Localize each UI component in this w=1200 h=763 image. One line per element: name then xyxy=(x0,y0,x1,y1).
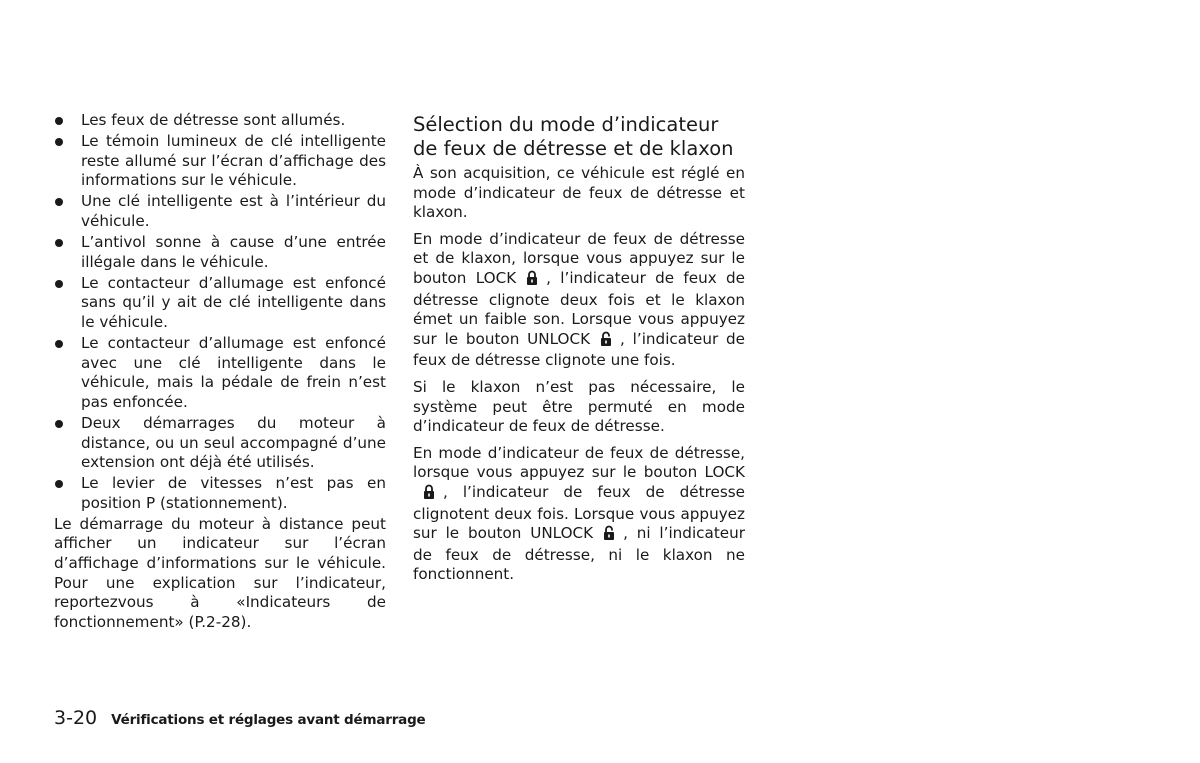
page-footer xyxy=(54,707,426,729)
paragraph-hazard-only-mode xyxy=(413,444,745,585)
list-item: Le témoin lumineux de clé intelligente reste allumé sur l’écran d’affichage des informations sur le véhicule. xyxy=(54,132,386,191)
section-heading: Sélection du mode d’indicateur de feux de détresse et de klaxon xyxy=(413,113,734,160)
text-run: , ni l’indicateur de feux de détresse, ni le klaxon ne fonctionnent. xyxy=(413,524,745,584)
list-item: Les feux de détresse sont allumés. xyxy=(54,111,386,131)
conditions-list xyxy=(54,111,386,513)
lock-open-icon xyxy=(600,331,612,352)
list-item: Une clé intelligente est à l’intérieur du véhicule. xyxy=(54,192,386,231)
right-column xyxy=(413,113,745,592)
paragraph-system-switch: Si le klaxon n’est pas nécessaire, le système peut être permuté en mode d’indicateur de feux de détresse. xyxy=(413,377,745,436)
list-item: Deux démarrages du moteur à distance, ou un seul accompagné d’une extension ont déjà été utilisés. xyxy=(54,414,386,473)
list-item: Le contacteur d’allumage est enfoncé sans qu’il y ait de clé intelligente dans le véhicule. xyxy=(54,274,386,333)
text-run: , l’indicateur de feux de détresse clignotent deux fois. Lorsque vous appuyez sur le bouton UNLOCK xyxy=(413,482,745,543)
list-item: Le contacteur d’allumage est enfoncé avec une clé intelligente dans le véhicule, mais la pédale de frein n’est pas enfoncée. xyxy=(54,334,386,412)
section-title: Vérifications et réglages avant démarrage xyxy=(111,712,426,728)
text-run: , l’indicateur de feux de détresse clignote une fois. xyxy=(413,329,745,370)
text-run: , l’indicateur de feux de détresse clignote deux fois et le klaxon émet un faible son. Lorsque vous appuyez sur le bouton UNLOCK xyxy=(413,268,745,348)
text-run: En mode d’indicateur de feux de détresse, lorsque vous appuyez sur le bouton LOCK xyxy=(413,443,745,482)
paragraph-hazard-horn-mode xyxy=(413,230,745,371)
page-number: 3-20 xyxy=(54,707,98,729)
lock-closed-icon xyxy=(423,484,435,505)
remote-start-paragraph: Le démarrage du moteur à distance peut afficher un indicateur sur l’écran d’affichage d’informations sur le véhicule. Pour une explication sur l’indicateur, reportezvous à «Indicateurs de fonctionnement» (P.2-28). xyxy=(54,514,386,631)
text-run: En mode d’indicateur de feux de détresse et de klaxon, lorsque vous appuyez sur le bouton LOCK xyxy=(413,229,745,287)
list-item: Le levier de vitesses n’est pas en position P (stationnement). xyxy=(54,474,386,513)
list-item: L’antivol sonne à cause d’une entrée illégale dans le véhicule. xyxy=(54,233,386,272)
paragraph-acquisition: À son acquisition, ce véhicule est réglé en mode d’indicateur de feux de détresse et klaxon. xyxy=(413,164,745,222)
lock-open-icon xyxy=(603,525,615,546)
left-column xyxy=(54,111,386,639)
lock-closed-icon xyxy=(526,270,538,291)
